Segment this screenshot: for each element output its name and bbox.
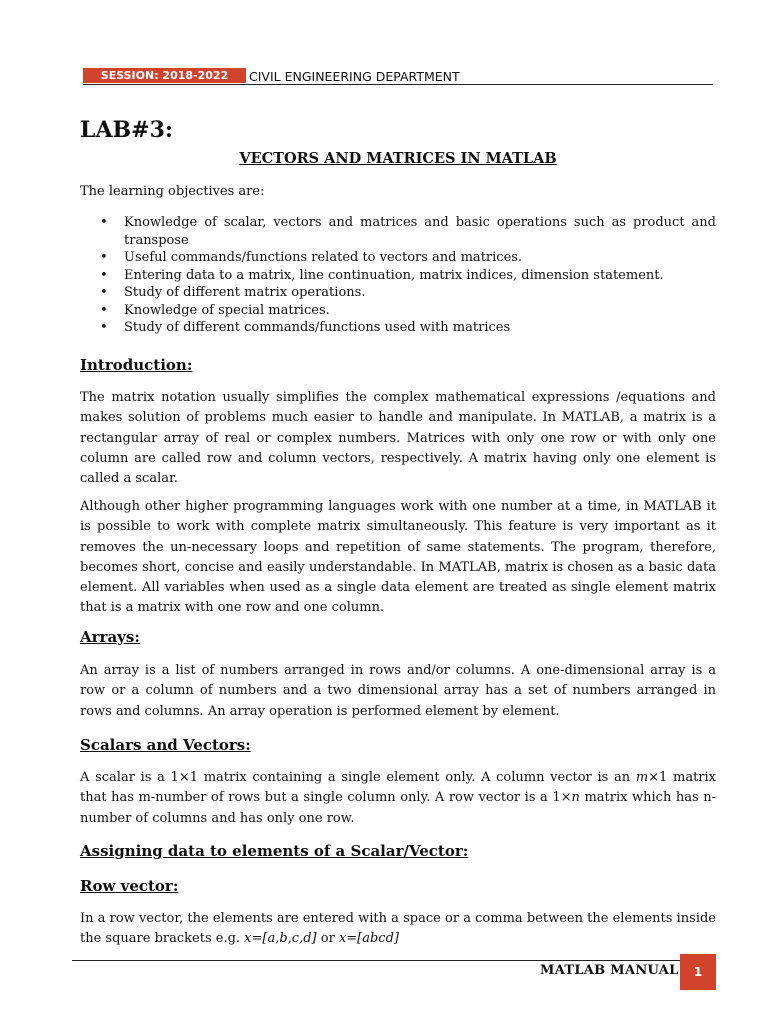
objective-item	[80, 249, 716, 267]
introduction-heading: Introduction:	[80, 356, 193, 374]
assigning-heading: Assigning data to elements of a Scalar/Vector:	[80, 842, 469, 860]
bullet-icon: •	[100, 302, 108, 318]
row-vector-text-2: or	[316, 931, 339, 947]
scalars-text-1: A scalar is a 1×1 matrix containing a single element only. A column vector is an	[80, 770, 636, 785]
arrays-paragraph: An array is a list of numbers arranged in rows and/or columns. A one-dimensional array is a row or a column of numbers and a two dimensional array has a set of numbers arranged in rows and columns. An array operation is performed element by element.	[80, 663, 716, 719]
row-vector-heading: Row vector:	[80, 877, 179, 895]
row-vector-paragraph	[80, 909, 716, 950]
introduction-paragraph-2: Although other higher programming languages work with one number at a time, in MATLAB it is possible to work with complete matrix simultaneously. This feature is very important as it removes the un-necessary loops and repetition of same statements. The program, therefore, becomes short, concise and easily understandable. In MATLAB, matrix is chosen as a basic data element. All variables when used as a single data element are treated as single element matrix that is a matrix with one row and one column.	[80, 499, 716, 616]
math-row-vector-space: x=[abcd]	[338, 931, 399, 947]
math-row-vector-comma: x=[a,b,c,d]	[244, 931, 317, 947]
objective-text: Study of different matrix operations.	[124, 285, 366, 300]
math-m: m	[635, 770, 649, 785]
objective-text: Useful commands/functions related to vectors and matrices.	[124, 250, 523, 265]
document-title-text: VECTORS AND MATRICES IN MATLAB	[239, 150, 557, 167]
page-number: 1	[680, 954, 716, 990]
objective-item	[80, 319, 716, 337]
bullet-icon: •	[100, 267, 108, 283]
scalars-text-3: matrix which has n-number of columns and has only one row.	[80, 790, 716, 826]
session-badge: SESSION: 2018-2022	[83, 68, 246, 83]
scalars-text-2: ×1 matrix that has m-number of rows but a single column only. A row vector is a 1×	[80, 770, 717, 806]
objectives-list	[80, 214, 716, 337]
objective-item	[80, 267, 716, 285]
bullet-icon: •	[100, 320, 108, 335]
bullet-icon: •	[100, 250, 108, 265]
introduction-paragraph-1: The matrix notation usually simplifies the complex mathematical expressions /equations and makes solution of problems much easier to handle and manipulate. In MATLAB, a matrix is a rectangular array of real or complex numbers. Matrices with only one row or with only one column are called row and column vectors, respectively. A matrix having only one element is called a scalar.	[80, 390, 716, 487]
objective-text: Entering data to a matrix, line continuation, matrix indices, dimension statement.	[124, 267, 664, 283]
arrays-heading: Arrays:	[80, 628, 140, 646]
scalars-vectors-heading: Scalars and Vectors:	[80, 736, 251, 754]
page-header	[83, 68, 713, 85]
objective-text: Knowledge of special matrices.	[124, 302, 330, 318]
objectives-intro: The learning objectives are:	[80, 184, 265, 199]
document-title	[80, 149, 716, 169]
footer-rule	[72, 960, 716, 961]
bullet-icon: •	[100, 215, 108, 230]
header-rule	[83, 84, 713, 85]
bullet-icon: •	[100, 285, 108, 300]
row-vector-text-1: In a row vector, the elements are entered with a space or a comma between the elements inside the square brackets e.g.	[80, 911, 716, 947]
scalars-vectors-paragraph	[80, 768, 716, 829]
department-title: CIVIL ENGINEERING DEPARTMENT	[249, 69, 460, 84]
lab-title: LAB#3:	[80, 117, 173, 143]
math-n: n	[571, 790, 580, 806]
objective-item	[80, 214, 716, 249]
objective-text: Study of different commands/functions used with matrices	[124, 320, 511, 335]
objective-item	[80, 284, 716, 302]
objective-text: Knowledge of scalar, vectors and matrices and basic operations such as product and transpose	[124, 215, 716, 248]
objective-item	[80, 302, 716, 320]
footer-label: MATLAB MANUAL	[540, 963, 679, 978]
